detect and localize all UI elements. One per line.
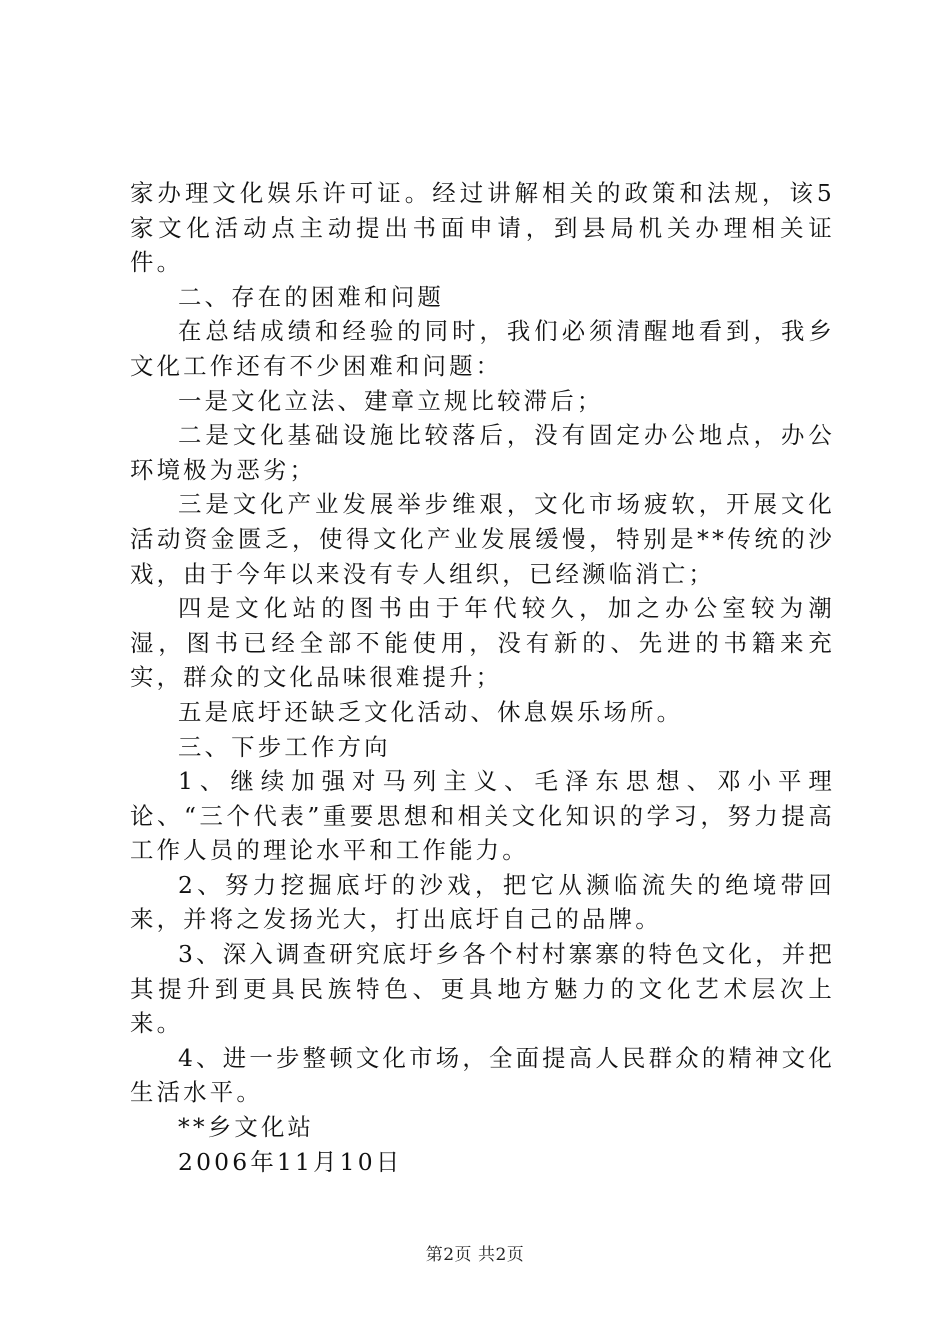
plan-item-3: 3、深入调查研究底圩乡各个村村寨寨的特色文化，并把其提升到更具民族特色、更具地方魅力的文化艺术层次上来。 [130,940,835,1038]
page-footer: 第2页 共2页 [425,1245,525,1265]
plan-item-2: 2、努力挖掘底圩的沙戏，把它从濒临流失的绝境带回来，并将之发扬光大，打出底圩自己的品牌。 [130,870,835,934]
paragraph-3: 在总结成绩和经验的同时，我们必须清醒地看到，我乡文化工作还有不少困难和问题： [130,317,835,380]
plan-item-4: 4、进一步整顿文化市场，全面提高人民群众的精神文化生活水平。 [130,1043,835,1107]
section-heading-difficulties: 二、存在的困难和问题 [178,282,444,311]
problem-item-1: 一是文化立法、建章立规比较滞后； [178,386,604,415]
document-body [130,176,835,1179]
signature-organization: **乡文化站 [178,1113,315,1142]
paragraph-1: 家办理文化娱乐许可证。经过讲解相关的政策和法规，该5家文化活动点主动提出书面申请，到县局机关办理相关证件。 [130,179,835,277]
plan-item-1: 1、继续加强对马列主义、毛泽东思想、邓小平理论、“三个代表”重要思想和相关文化知识的学习，努力提高工作人员的理论水平和工作能力。 [130,767,835,865]
signature-date: 2006年11月10日 [178,1147,403,1176]
problem-item-5: 五是底圩还缺乏文化活动、休息娱乐场所。 [178,697,684,726]
problem-item-2: 二是文化基础设施比较落后，没有固定办公地点，办公环境极为恶劣； [130,421,835,484]
problem-item-4: 四是文化站的图书由于年代较久，加之办公室较为潮湿，图书已经全部不能使用，没有新的、先进的书籍来充实，群众的文化品味很难提升； [130,594,835,692]
problem-item-3: 三是文化产业发展举步维艰，文化市场疲软，开展文化活动资金匮乏，使得文化产业发展缓慢，特别是**传统的沙戏，由于今年以来没有专人组织，已经濒临消亡； [130,490,835,588]
section-heading-next-steps: 三、下步工作方向 [178,732,391,761]
